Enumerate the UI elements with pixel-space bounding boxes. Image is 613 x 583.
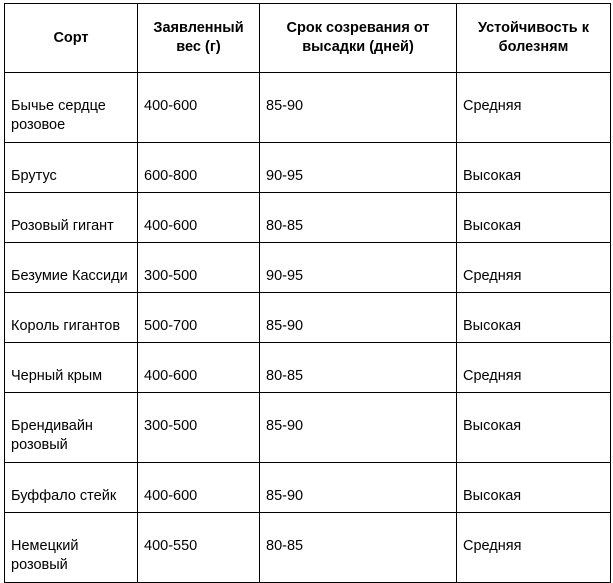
- cell-weight: 300-500: [138, 243, 260, 293]
- table-row: [5, 393, 611, 463]
- cell-weight: 400-550: [138, 513, 260, 583]
- cell-resistance: Высокая: [457, 463, 611, 513]
- cell-variety: Король гигантов: [5, 293, 138, 343]
- cell-variety: Розовый гигант: [5, 193, 138, 243]
- cell-ripening: 85-90: [260, 393, 457, 463]
- table-header-row: [5, 4, 611, 73]
- cell-ripening: 90-95: [260, 243, 457, 293]
- cell-variety: Буффало стейк: [5, 463, 138, 513]
- cell-resistance: Высокая: [457, 393, 611, 463]
- cell-ripening: 85-90: [260, 73, 457, 143]
- tomato-varieties-table: [4, 3, 611, 583]
- table-row: [5, 293, 611, 343]
- cell-variety: Немецкий розовый: [5, 513, 138, 583]
- cell-resistance: Средняя: [457, 343, 611, 393]
- cell-resistance: Высокая: [457, 143, 611, 193]
- cell-resistance: Средняя: [457, 243, 611, 293]
- cell-ripening: 90-95: [260, 143, 457, 193]
- cell-resistance: Высокая: [457, 193, 611, 243]
- cell-weight: 400-600: [138, 193, 260, 243]
- cell-ripening: 85-90: [260, 293, 457, 343]
- header-variety: Сорт: [5, 4, 138, 73]
- header-resistance: Устойчивость к болезням: [457, 4, 611, 73]
- table-row: [5, 73, 611, 143]
- cell-weight: 400-600: [138, 343, 260, 393]
- cell-resistance: Средняя: [457, 513, 611, 583]
- cell-variety: Брутус: [5, 143, 138, 193]
- cell-ripening: 80-85: [260, 513, 457, 583]
- cell-variety: Безумие Кассиди: [5, 243, 138, 293]
- table-row: [5, 513, 611, 583]
- cell-resistance: Высокая: [457, 293, 611, 343]
- header-weight: Заявленный вес (г): [138, 4, 260, 73]
- cell-weight: 600-800: [138, 143, 260, 193]
- table-row: [5, 143, 611, 193]
- cell-weight: 500-700: [138, 293, 260, 343]
- cell-variety: Брендивайн розовый: [5, 393, 138, 463]
- table-row: [5, 343, 611, 393]
- table-row: [5, 243, 611, 293]
- cell-ripening: 85-90: [260, 463, 457, 513]
- table-row: [5, 193, 611, 243]
- cell-variety: Черный крым: [5, 343, 138, 393]
- cell-ripening: 80-85: [260, 343, 457, 393]
- cell-weight: 400-600: [138, 73, 260, 143]
- cell-weight: 300-500: [138, 393, 260, 463]
- cell-ripening: 80-85: [260, 193, 457, 243]
- cell-variety: Бычье сердце розовое: [5, 73, 138, 143]
- table-row: [5, 463, 611, 513]
- cell-resistance: Средняя: [457, 73, 611, 143]
- cell-weight: 400-600: [138, 463, 260, 513]
- header-ripening: Срок созревания от высадки (дней): [260, 4, 457, 73]
